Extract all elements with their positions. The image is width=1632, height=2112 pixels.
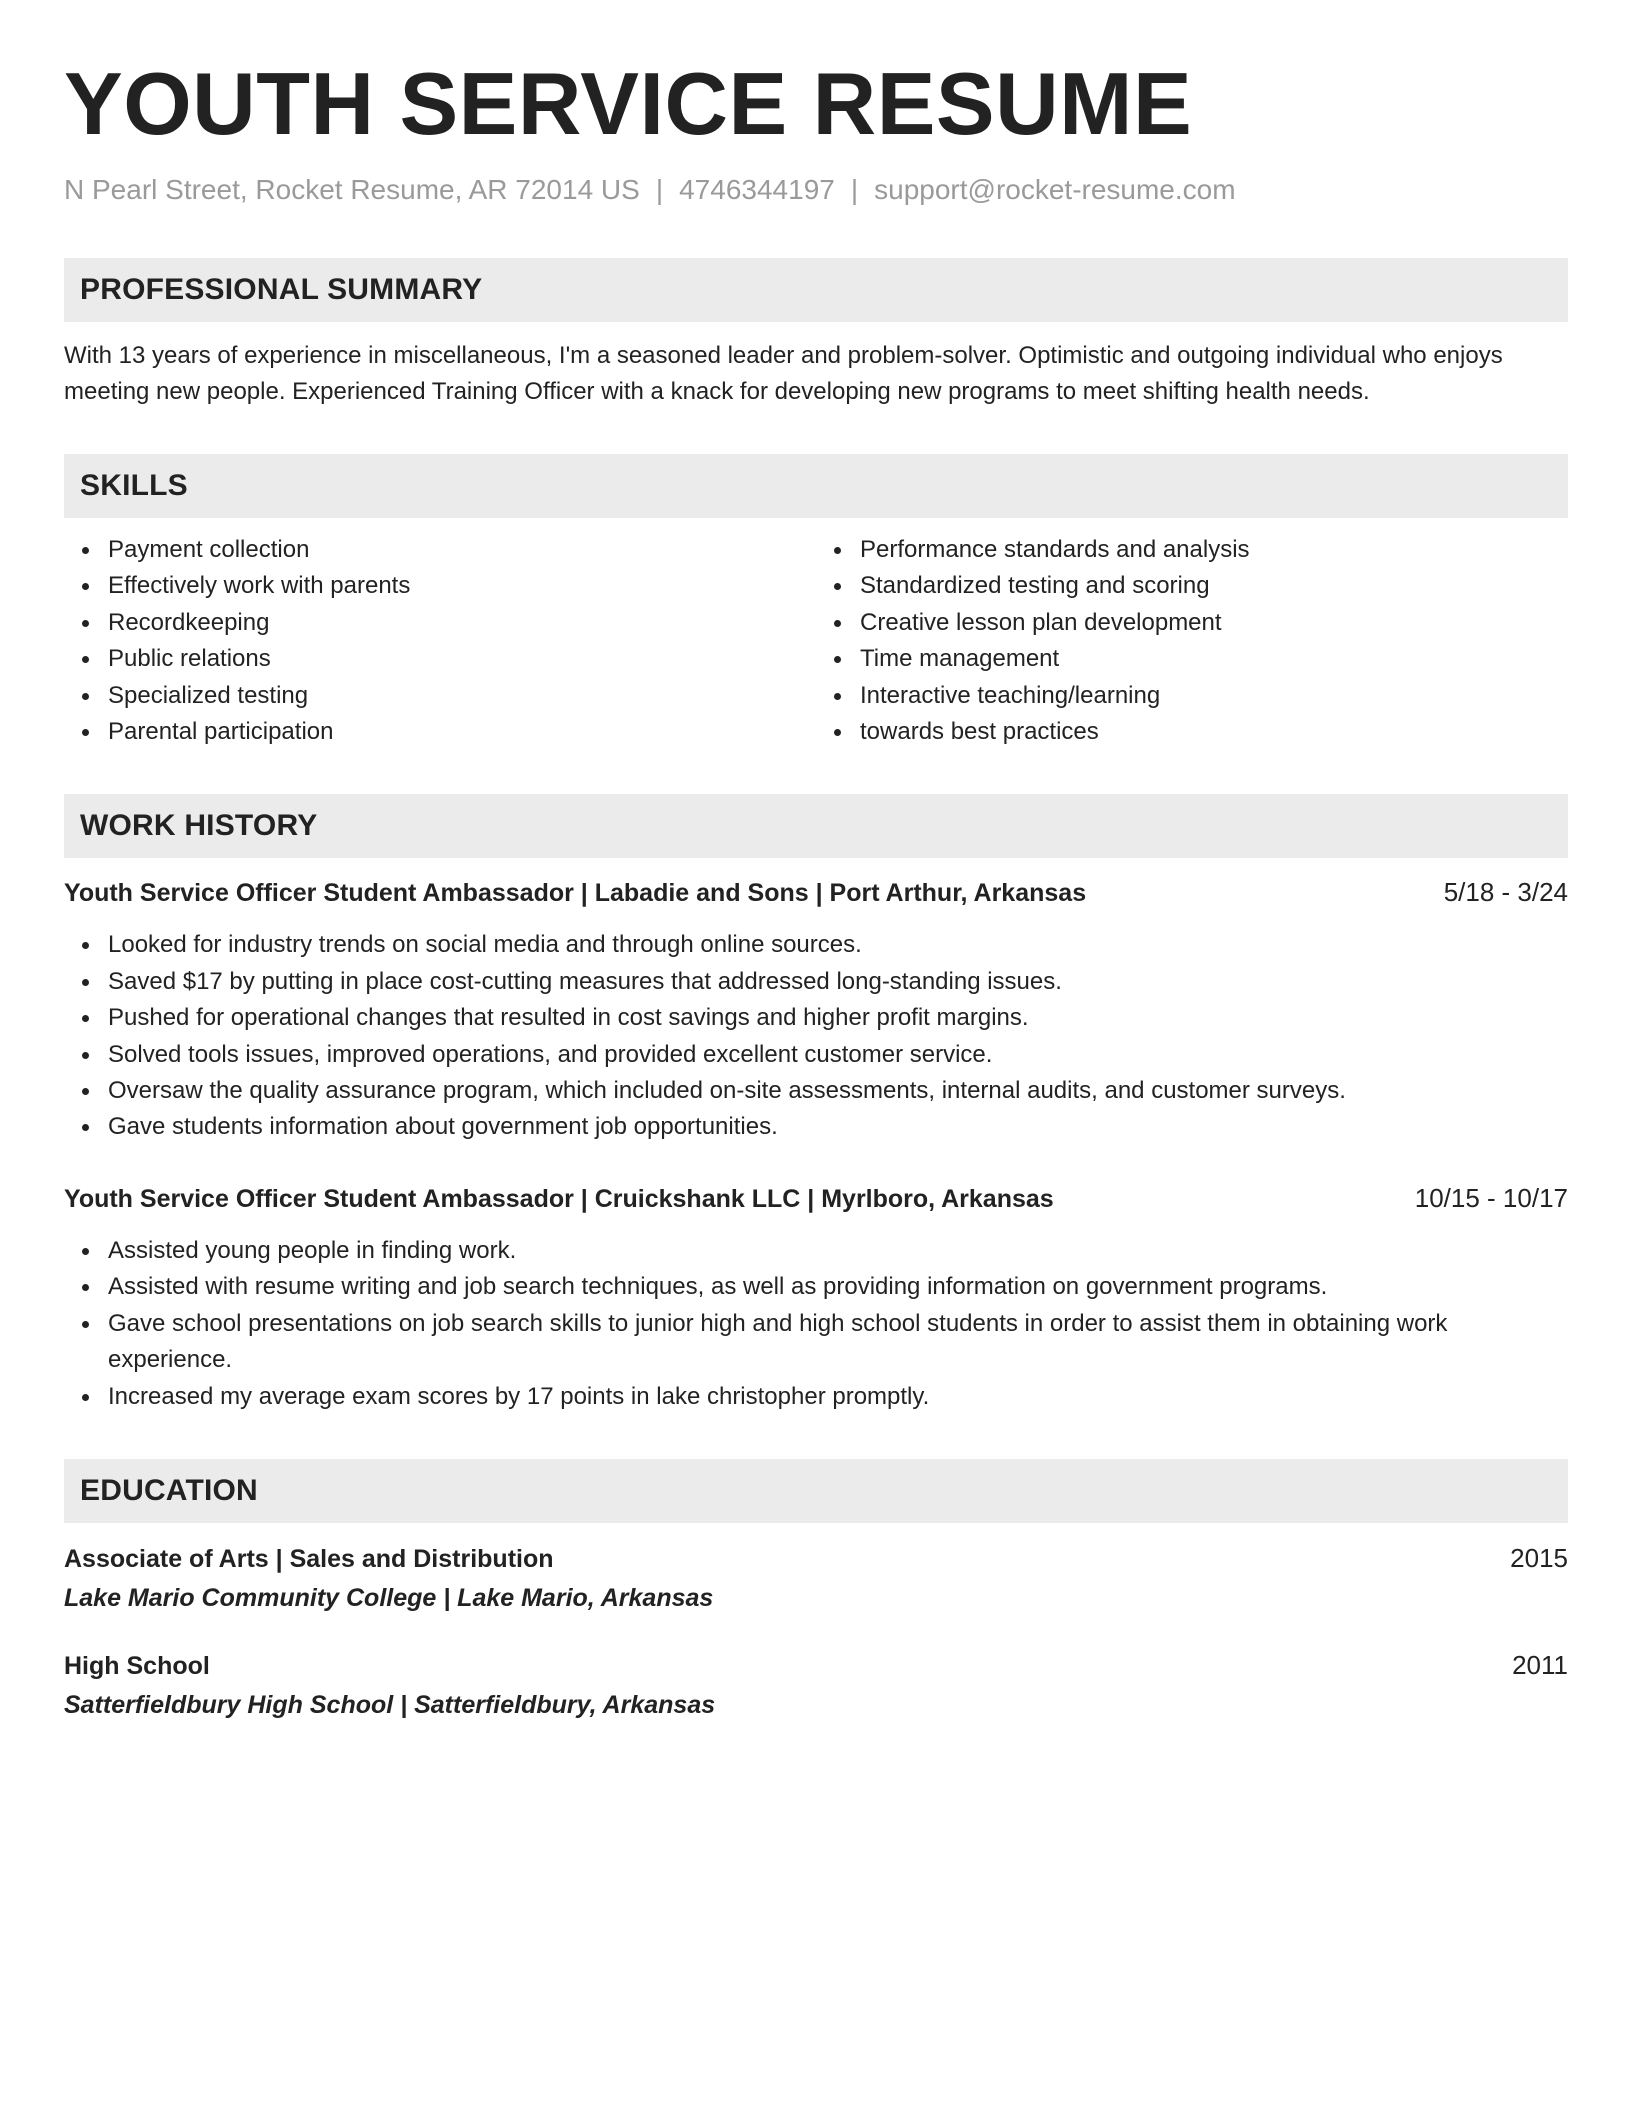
job-bullet: Gave school presentations on job search skills to junior high and high school students in order to assist them in obtaining work experience. (108, 1306, 1568, 1379)
education-year: 2011 (1512, 1649, 1568, 1680)
job-bullet: Increased my average exam scores by 17 points in lake christopher promptly. (108, 1379, 1568, 1415)
contact-address: N Pearl Street, Rocket Resume, AR 72014 US (64, 174, 640, 205)
skill-item: Time management (860, 641, 1568, 677)
education-degree: Associate of Arts | Sales and Distribution (64, 1544, 554, 1573)
resume-title: YOUTH SERVICE RESUME (64, 54, 1193, 153)
skill-item: Performance standards and analysis (860, 532, 1568, 568)
section-heading-summary: PROFESSIONAL SUMMARY (64, 258, 1568, 322)
job-dates: 5/18 - 3/24 (1443, 877, 1568, 908)
skill-item: Parental participation (108, 714, 816, 750)
job-dates: 10/15 - 10/17 (1414, 1182, 1568, 1213)
contact-phone: 4746344197 (679, 174, 835, 205)
skill-item: towards best practices (860, 714, 1568, 750)
job-entry (64, 1180, 1568, 1415)
job-entry (64, 874, 1568, 1145)
education-degree: High School (64, 1651, 210, 1680)
contact-email: support@rocket-resume.com (874, 174, 1236, 205)
skill-item: Standardized testing and scoring (860, 568, 1568, 604)
education-entry (64, 1646, 1568, 1725)
skill-item: Public relations (108, 641, 816, 677)
job-title: Youth Service Officer Student Ambassador | Labadie and Sons | Port Arthur, Arkansas (64, 879, 1087, 908)
job-bullet: Gave students information about government job opportunities. (108, 1109, 1568, 1145)
skills-column-right (816, 532, 1568, 750)
education-header (64, 1646, 1568, 1685)
skill-item: Interactive teaching/learning (860, 678, 1568, 714)
skill-item: Specialized testing (108, 678, 816, 714)
skill-item: Recordkeeping (108, 605, 816, 641)
job-bullets (64, 1233, 1568, 1415)
skill-item: Effectively work with parents (108, 568, 816, 604)
skill-item: Creative lesson plan development (860, 605, 1568, 641)
contact-line (64, 172, 1568, 208)
job-bullet: Looked for industry trends on social media and through online sources. (108, 927, 1568, 963)
summary-text: With 13 years of experience in miscellaneous, I'm a seasoned leader and problem-solver. Optimistic and outgoing individual who enjoys meeting new people. Experienced Training Officer with a knack for developing new programs to meet shifting health needs. (64, 342, 1503, 405)
job-bullet: Assisted with resume writing and job search techniques, as well as providing information on government programs. (108, 1269, 1568, 1305)
section-heading-skills: SKILLS (64, 454, 1568, 518)
education-entry (64, 1539, 1568, 1618)
education-school: Lake Mario Community College | Lake Mario, Arkansas (64, 1583, 714, 1612)
contact-separator: | (655, 174, 664, 205)
job-bullet: Solved tools issues, improved operations, and provided excellent customer service. (108, 1037, 1568, 1073)
job-bullet: Saved $17 by putting in place cost-cutting measures that addressed long-standing issues. (108, 964, 1568, 1000)
job-header (64, 1180, 1568, 1217)
job-bullet: Assisted young people in finding work. (108, 1233, 1568, 1269)
contact-separator: | (850, 174, 859, 205)
job-bullet: Oversaw the quality assurance program, which included on-site assessments, internal audits, and customer surveys. (108, 1073, 1568, 1109)
job-header (64, 874, 1568, 911)
education-header (64, 1539, 1568, 1578)
job-title: Youth Service Officer Student Ambassador | Cruickshank LLC | Myrlboro, Arkansas (64, 1184, 1054, 1213)
education-school: Satterfieldbury High School | Satterfieldbury, Arkansas (64, 1690, 716, 1719)
education-year: 2015 (1510, 1542, 1568, 1573)
section-heading-education: EDUCATION (64, 1459, 1568, 1523)
section-heading-work: WORK HISTORY (64, 794, 1568, 858)
job-bullet: Pushed for operational changes that resulted in cost savings and higher profit margins. (108, 1000, 1568, 1036)
skills-column-left (64, 532, 816, 750)
job-bullets (64, 927, 1568, 1145)
skills-list (64, 532, 1568, 750)
skill-item: Payment collection (108, 532, 816, 568)
